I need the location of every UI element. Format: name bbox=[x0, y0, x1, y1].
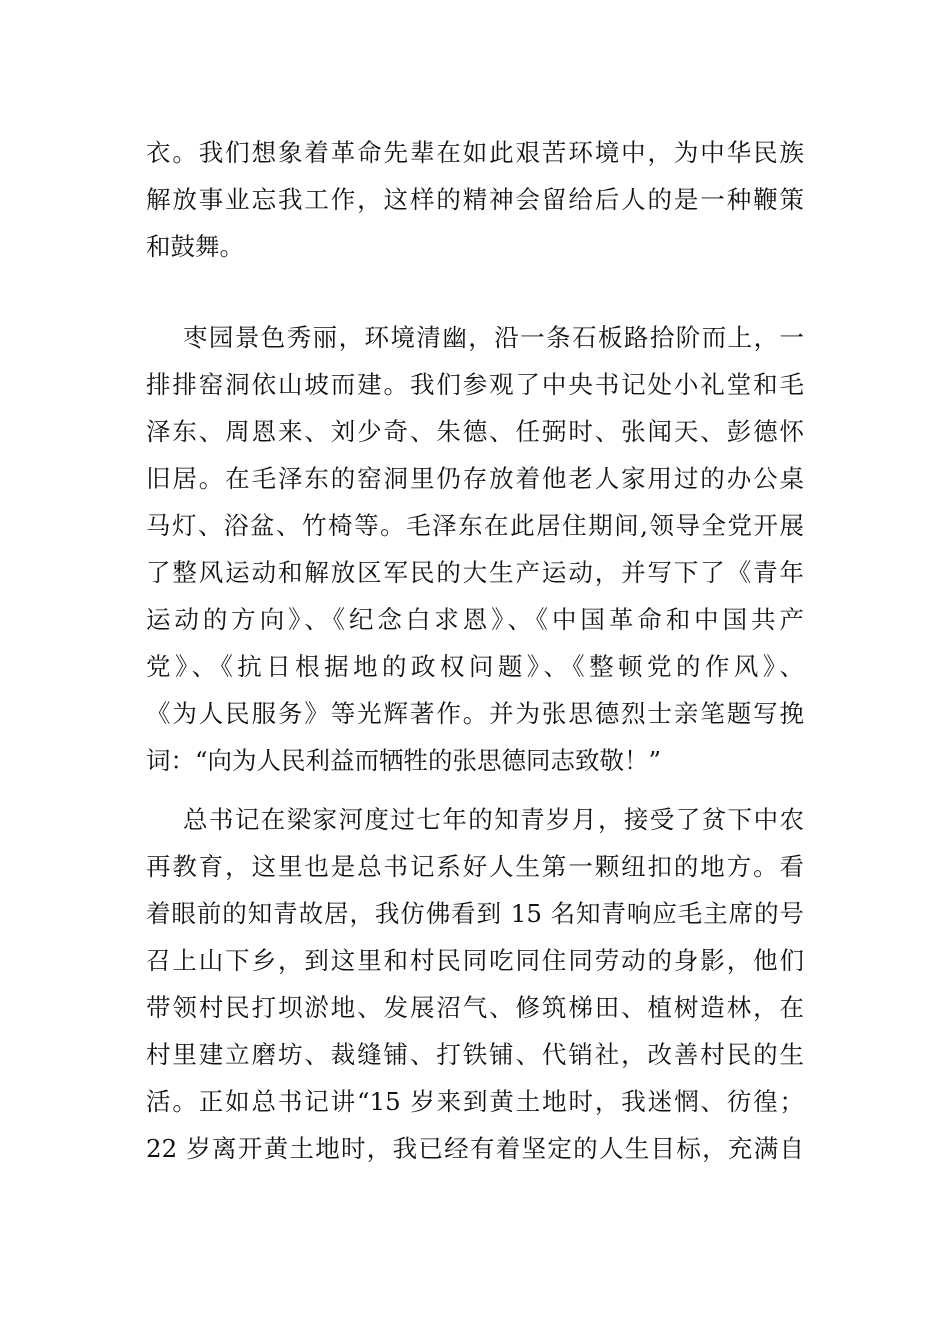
text-line: 词：“向为人民利益而牺牲的张思德同志致敬！” bbox=[146, 746, 662, 775]
text-line: 排排窑洞依山坡而建。我们参观了中央书记处小礼堂和毛 bbox=[146, 370, 804, 399]
text-line: 枣园景色秀丽，环境清幽，沿一条石板路拾阶而上，一 bbox=[183, 323, 804, 352]
text-line: 《为人民服务》等光辉著作。并为张思德烈士亲笔题写挽 bbox=[146, 699, 804, 728]
text-line: 着眼前的知青故居，我仿佛看到 15 名知青响应毛主席的号 bbox=[146, 899, 804, 928]
text-line: 村里建立磨坊、裁缝铺、打铁铺、代销社，改善村民的生 bbox=[146, 1040, 804, 1069]
text-line: 衣。我们想象着革命先辈在如此艰苦环境中，为中华民族 bbox=[146, 138, 804, 167]
text-line: 带领村民打坝淤地、发展沼气、修筑梯田、植树造林，在 bbox=[146, 993, 804, 1022]
text-line: 召上山下乡，到这里和村民同吃同住同劳动的身影，他们 bbox=[146, 946, 804, 975]
text-line: 22 岁离开黄土地时，我已经有着坚定的人生目标，充满自 bbox=[146, 1134, 804, 1163]
text-line: 活。正如总书记讲“15 岁来到黄土地时，我迷惘、彷徨； bbox=[146, 1087, 804, 1116]
text-line: 再教育，这里也是总书记系好人生第一颗纽扣的地方。看 bbox=[146, 852, 804, 881]
text-line: 总书记在梁家河度过七年的知青岁月，接受了贫下中农 bbox=[183, 805, 804, 834]
text-line: 解放事业忘我工作，这样的精神会留给后人的是一种鞭策 bbox=[146, 185, 804, 214]
paragraph-3 bbox=[146, 796, 804, 1172]
text-line: 和鼓舞。 bbox=[146, 232, 244, 261]
text-line: 旧居。在毛泽东的窑洞里仍存放着他老人家用过的办公桌 bbox=[146, 464, 804, 493]
paragraph-1 bbox=[146, 129, 804, 270]
text-line: 泽东、周恩来、刘少奇、朱德、任弼时、张闻天、彭德怀 bbox=[146, 417, 804, 446]
text-line: 运动的方向》、《纪念白求恩》、《中国革命和中国共产 bbox=[146, 605, 804, 634]
text-line: 党》、《抗日根据地的政权问题》、《整顿党的作风》、 bbox=[146, 652, 804, 681]
paragraph-2 bbox=[146, 314, 804, 784]
text-line: 马灯、浴盆、竹椅等。毛泽东在此居住期间,领导全党开展 bbox=[146, 511, 804, 540]
text-line: 了整风运动和解放区军民的大生产运动，并写下了《青年 bbox=[146, 558, 804, 587]
